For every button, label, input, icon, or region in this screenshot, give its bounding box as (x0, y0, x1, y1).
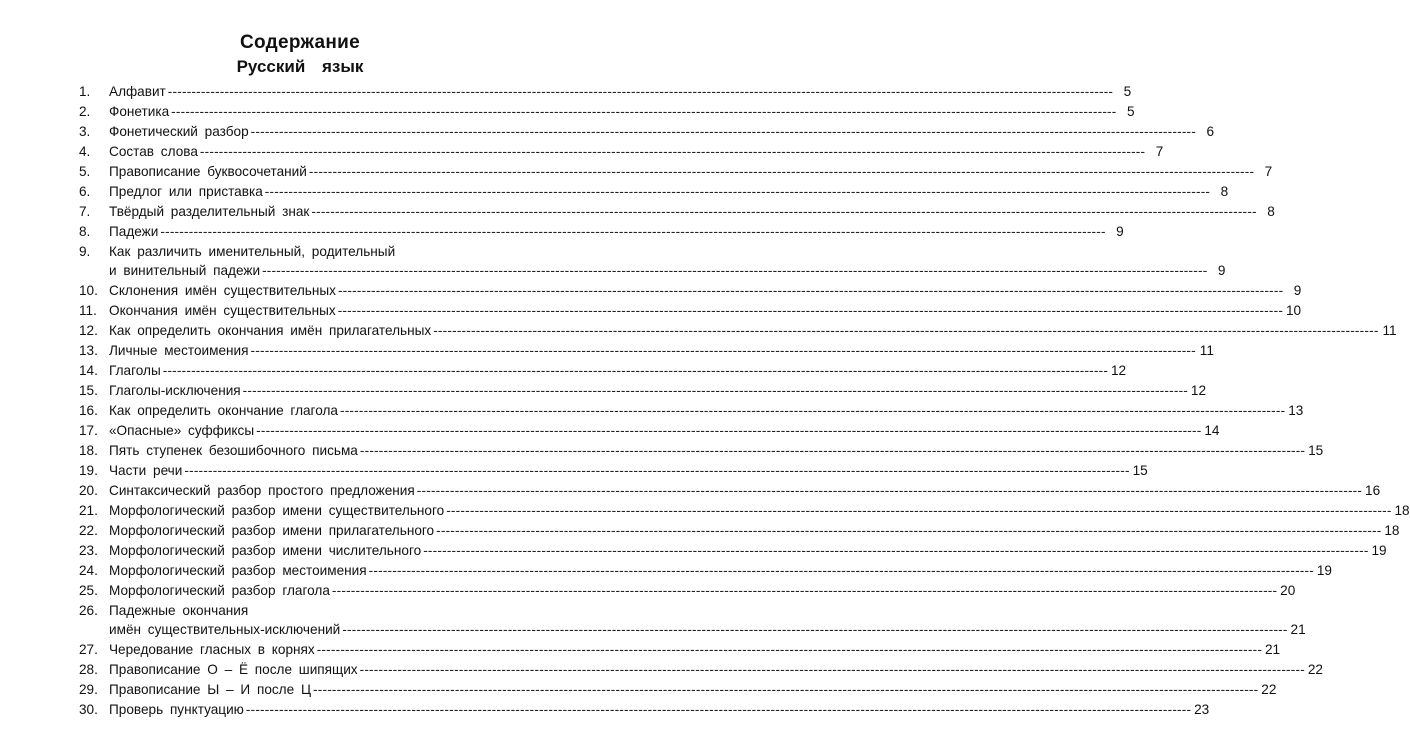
toc-entry (79, 481, 1381, 500)
toc-entry-title: Падежи (109, 224, 159, 239)
dot-leader: -------------------------------------------------------------------------------------------------------------------------------------------------------------------------------------------------------- (311, 204, 1257, 219)
dot-leader: -------------------------------------------------------------------------------------------------------------------------------------------------------------------------------------------------------- (242, 383, 1189, 398)
toc-entry-page: 20 (1280, 583, 1296, 598)
dot-leader: -------------------------------------------------------------------------------------------------------------------------------------------------------------------------------------------------------- (359, 662, 1305, 677)
toc-entry-number: 11. (79, 303, 97, 318)
toc-entry-page: 13 (1288, 403, 1304, 418)
toc-entry-title: Чередование гласных в корнях (109, 642, 315, 657)
toc-entry-page: 7 (1155, 144, 1164, 159)
toc-entry (79, 301, 1302, 320)
toc-entry-title: Как различить именительный, родительный (109, 244, 396, 259)
toc-entry-page: 19 (1316, 563, 1332, 578)
toc-entry-title: Морфологический разбор местоимения (109, 563, 367, 578)
toc-entry-number: 26. (79, 603, 98, 618)
dot-leader: -------------------------------------------------------------------------------------------------------------------------------------------------------------------------------------------------------- (337, 303, 1284, 318)
toc-entry-page: 9 (1217, 263, 1226, 278)
toc-entry-title: Правописание буквосочетаний (109, 164, 307, 179)
dot-leader: -------------------------------------------------------------------------------------------------------------------------------------------------------------------------------------------------------- (171, 104, 1117, 119)
dot-leader: -------------------------------------------------------------------------------------------------------------------------------------------------------------------------------------------------------- (199, 144, 1146, 159)
toc-entry-title: Синтаксический разбор простого предложения (109, 483, 415, 498)
dot-leader: -------------------------------------------------------------------------------------------------------------------------------------------------------------------------------------------------------- (359, 443, 1306, 458)
toc-entry (79, 361, 1127, 380)
toc-entry-number: 24. (79, 563, 98, 578)
toc-entry-title: Как определить окончания имён прилагательных (109, 323, 432, 338)
dot-leader: -------------------------------------------------------------------------------------------------------------------------------------------------------------------------------------------------------- (423, 543, 1369, 558)
dot-leader: -------------------------------------------------------------------------------------------------------------------------------------------------------------------------------------------------------- (342, 622, 1288, 637)
toc-entry-page: 14 (1204, 423, 1220, 438)
toc-entry (79, 640, 1281, 659)
toc-entry-number: 18. (79, 443, 98, 458)
toc-entry-title: Правописание Ы – И после Ц (109, 682, 312, 697)
toc-entry-page: 22 (1307, 662, 1323, 677)
toc-entry-number: 10. (79, 283, 98, 298)
toc-entry-title: Окончания имён существительных (109, 303, 336, 318)
dot-leader: -------------------------------------------------------------------------------------------------------------------------------------------------------------------------------------------------------- (250, 124, 1197, 139)
toc-entry-number: 4. (79, 144, 91, 159)
toc-entry-page: 15 (1308, 443, 1324, 458)
toc-entry (79, 162, 1273, 181)
toc-entry-title: Морфологический разбор имени числительного (109, 543, 422, 558)
toc-entry-number: 1. (79, 84, 91, 99)
toc-entry-number: 15. (79, 383, 98, 398)
toc-entry-title: Алфавит (109, 84, 166, 99)
toc-entry (79, 381, 1207, 400)
dot-leader: -------------------------------------------------------------------------------------------------------------------------------------------------------------------------------------------------------- (160, 224, 1106, 239)
dot-leader: -------------------------------------------------------------------------------------------------------------------------------------------------------------------------------------------------------- (308, 164, 1255, 179)
toc-entry-page: 9 (1293, 283, 1302, 298)
toc-entry-number: 3. (79, 124, 91, 139)
toc-entry-number: 28. (79, 662, 98, 677)
toc-entry-number: 7. (79, 204, 91, 219)
toc-entry-number: 30. (79, 702, 98, 717)
toc-entry-page: 9 (1116, 224, 1124, 239)
toc-entry-page: 21 (1290, 622, 1306, 637)
toc-entry-title: Падежные окончания (109, 603, 249, 618)
toc-entry (79, 341, 1214, 360)
toc-entry (79, 541, 1387, 560)
toc-entry-number: 14. (79, 363, 98, 378)
dot-leader: -------------------------------------------------------------------------------------------------------------------------------------------------------------------------------------------------------- (313, 682, 1259, 697)
dot-leader: -------------------------------------------------------------------------------------------------------------------------------------------------------------------------------------------------------- (262, 263, 1208, 278)
toc-entry (79, 521, 1400, 540)
toc-entry-title: Морфологический разбор имени существительного (109, 503, 445, 518)
toc-entry-page: 8 (1220, 184, 1229, 199)
toc-entry-title: Состав слова (109, 144, 198, 159)
toc-entry-title: Пять ступенек безошибочного письма (109, 443, 358, 458)
toc-entry (79, 401, 1304, 420)
toc-entry-number: 5. (79, 164, 91, 179)
toc-entry-number: 13. (79, 343, 98, 358)
dot-leader: -------------------------------------------------------------------------------------------------------------------------------------------------------------------------------------------------------- (433, 323, 1379, 338)
toc-entry-page: 7 (1264, 164, 1273, 179)
dot-leader: -------------------------------------------------------------------------------------------------------------------------------------------------------------------------------------------------------- (162, 363, 1109, 378)
dot-leader: -------------------------------------------------------------------------------------------------------------------------------------------------------------------------------------------------------- (256, 423, 1202, 438)
toc-entry-title: Предлог или приставка (109, 184, 263, 199)
toc-entry-title: Части речи (109, 463, 183, 478)
toc-entry-number: 21. (79, 503, 98, 518)
toc-entry-page: 11 (1382, 323, 1397, 338)
toc-entry-page: 12 (1110, 363, 1127, 378)
dot-leader: -------------------------------------------------------------------------------------------------------------------------------------------------------------------------------------------------------- (368, 563, 1314, 578)
toc-entry-page: 15 (1132, 463, 1148, 478)
toc-entry-page: 6 (1206, 124, 1215, 139)
toc-entry-number: 27. (79, 642, 98, 657)
toc-entry (79, 501, 1410, 520)
toc-entry-page: 19 (1371, 543, 1387, 558)
section-title: Русский язык (236, 57, 364, 76)
toc-entry-title: Фонетика (109, 104, 170, 119)
toc-entry (79, 321, 1397, 340)
toc-entry-title: Морфологический разбор глагола (109, 583, 330, 598)
toc-entry-number: 12. (79, 323, 98, 338)
toc-entry (79, 122, 1215, 141)
toc-entry (79, 700, 1210, 719)
toc-entry-title: Фонетический разбор (109, 124, 249, 139)
toc-entry (79, 82, 1132, 101)
toc-entry (79, 461, 1148, 480)
dot-leader: -------------------------------------------------------------------------------------------------------------------------------------------------------------------------------------------------------- (167, 84, 1114, 99)
toc-entry-page: 5 (1126, 104, 1135, 119)
toc-entry-number: 8. (79, 224, 91, 239)
toc-entry-title: Склонения имён существительных (109, 283, 336, 298)
toc-entry-page: 12 (1190, 383, 1207, 398)
dot-leader: -------------------------------------------------------------------------------------------------------------------------------------------------------------------------------------------------------- (339, 403, 1286, 418)
toc-entry (79, 202, 1275, 221)
toc-entry-number: 20. (79, 483, 98, 498)
dot-leader: -------------------------------------------------------------------------------------------------------------------------------------------------------------------------------------------------------- (245, 702, 1192, 717)
page-title: Содержание (239, 32, 361, 53)
toc-entry-page: 23 (1194, 702, 1210, 717)
toc-entry-number: 23. (79, 543, 98, 558)
toc-entry (79, 142, 1164, 161)
dot-leader: -------------------------------------------------------------------------------------------------------------------------------------------------------------------------------------------------------- (331, 583, 1278, 598)
dot-leader: -------------------------------------------------------------------------------------------------------------------------------------------------------------------------------------------------------- (264, 184, 1211, 199)
toc-entry-title: Глаголы-исключения (109, 383, 241, 398)
dot-leader: -------------------------------------------------------------------------------------------------------------------------------------------------------------------------------------------------------- (416, 483, 1363, 498)
toc-entry (79, 102, 1135, 121)
toc-entry-title: имён существительных-исключений (109, 622, 341, 637)
toc-entry (79, 601, 1306, 639)
toc-entry (79, 182, 1229, 201)
toc-entry (79, 680, 1277, 699)
toc-entry-number: 29. (79, 682, 98, 697)
toc-entry-title: Правописание О – Ё после шипящих (109, 662, 358, 677)
toc-entry (79, 581, 1296, 600)
toc-entry-title: Глаголы (109, 363, 161, 378)
toc-entry-page: 21 (1264, 642, 1281, 657)
toc-entry-number: 6. (79, 184, 91, 199)
toc-entry-title: Морфологический разбор имени прилагательного (109, 523, 435, 538)
toc-entry-page: 10 (1285, 303, 1302, 318)
toc-entry-page: 22 (1261, 682, 1277, 697)
toc-entry-number: 22. (79, 523, 98, 538)
toc-entry-title: и винительный падежи (109, 263, 261, 278)
toc-entry (79, 281, 1302, 300)
toc-entry (79, 561, 1332, 580)
toc-entry-page: 16 (1365, 483, 1381, 498)
toc-entry-number: 25. (79, 583, 98, 598)
dot-leader: -------------------------------------------------------------------------------------------------------------------------------------------------------------------------------------------------------- (184, 463, 1130, 478)
toc-entry-number: 2. (79, 104, 91, 119)
toc-entry-page: 18 (1384, 523, 1400, 538)
toc-entry (79, 242, 1226, 280)
toc-entry-page: 5 (1123, 84, 1132, 99)
toc-entry (79, 660, 1323, 679)
toc-entry-title: Проверь пунктуацию (109, 702, 244, 717)
toc-entry-number: 9. (79, 244, 91, 259)
toc-entry-number: 19. (79, 463, 98, 478)
toc-entry-page: 8 (1267, 204, 1275, 219)
toc-entry-page: 11 (1199, 343, 1214, 358)
dot-leader: -------------------------------------------------------------------------------------------------------------------------------------------------------------------------------------------------------- (316, 642, 1263, 657)
toc-entry-number: 16. (79, 403, 98, 418)
toc-entry-number: 17. (79, 423, 98, 438)
dot-leader: -------------------------------------------------------------------------------------------------------------------------------------------------------------------------------------------------------- (446, 503, 1392, 518)
toc-entry-title: Личные местоимения (109, 343, 249, 358)
toc-entry-page: 18 (1394, 503, 1410, 518)
dot-leader: -------------------------------------------------------------------------------------------------------------------------------------------------------------------------------------------------------- (436, 523, 1382, 538)
toc-entry-title: Как определить окончание глагола (109, 403, 338, 418)
toc-entry (79, 441, 1324, 460)
dot-leader: -------------------------------------------------------------------------------------------------------------------------------------------------------------------------------------------------------- (250, 343, 1196, 358)
dot-leader: -------------------------------------------------------------------------------------------------------------------------------------------------------------------------------------------------------- (337, 283, 1284, 298)
toc-entry-title: «Опасные» суффиксы (109, 423, 255, 438)
toc-entry-title: Твёрдый разделительный знак (109, 204, 310, 219)
toc-entry (79, 421, 1220, 440)
toc-entry (79, 222, 1124, 241)
